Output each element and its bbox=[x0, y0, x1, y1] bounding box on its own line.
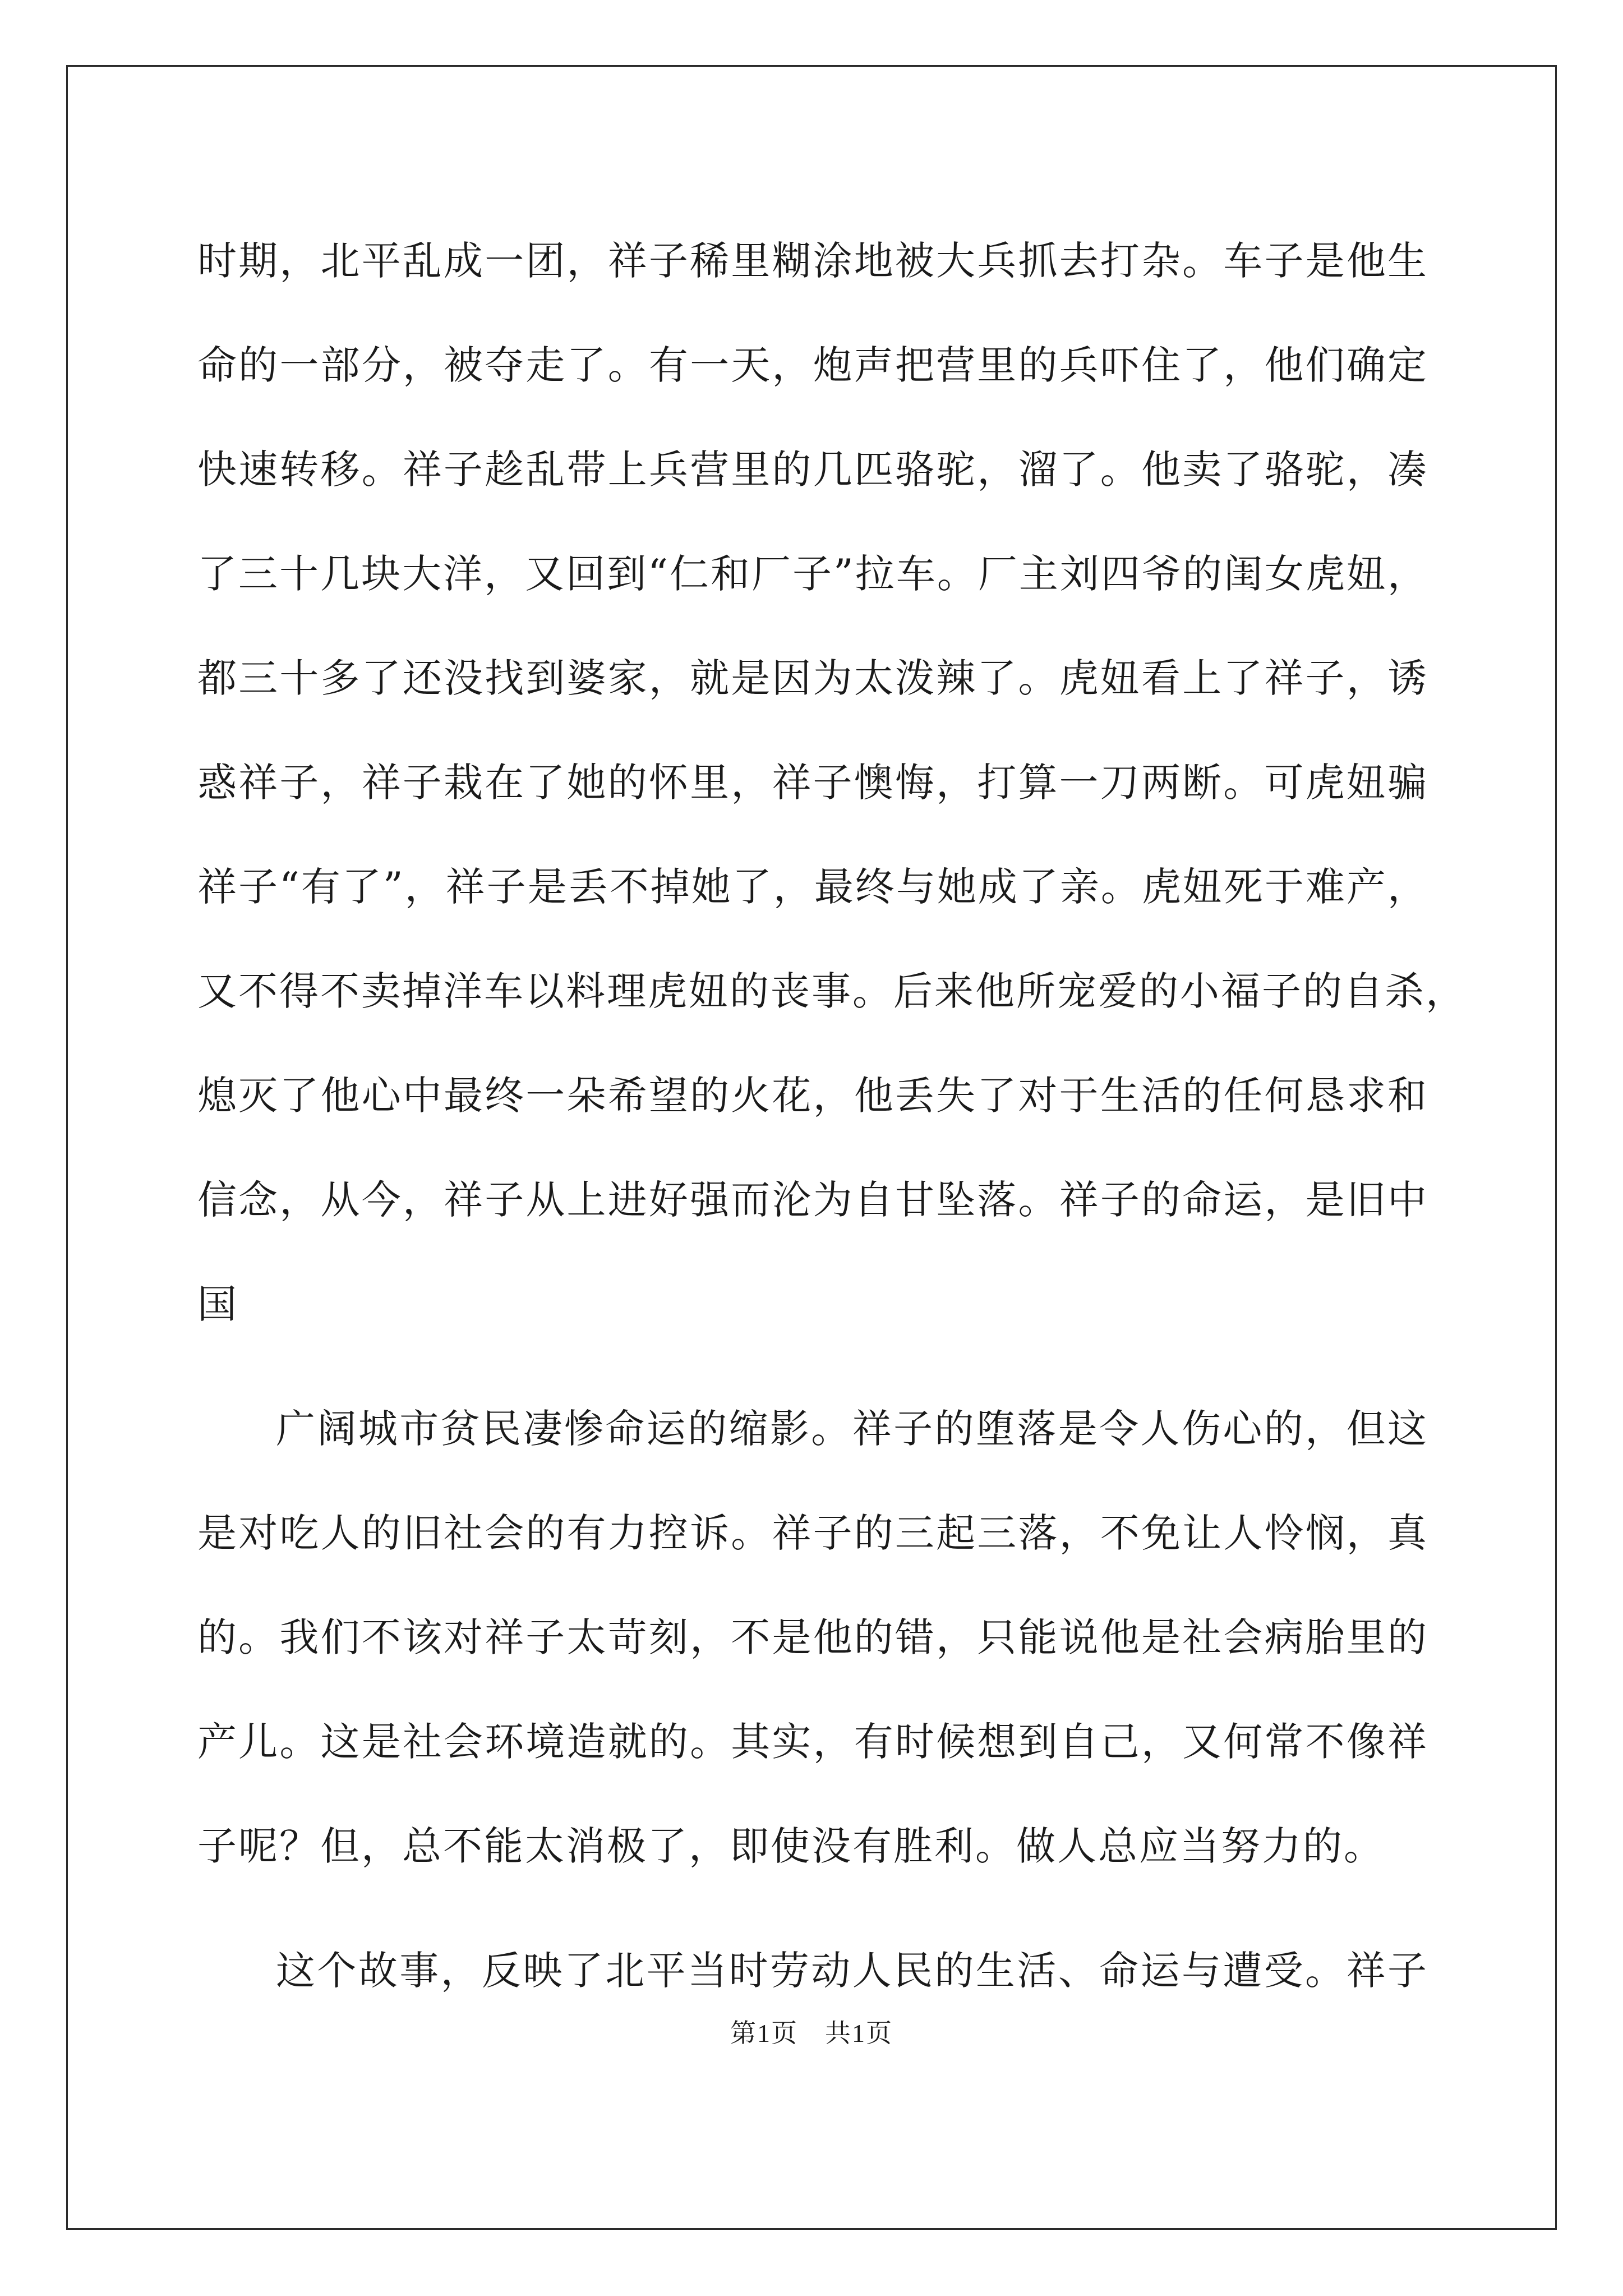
paragraph bbox=[197, 1377, 1428, 1898]
text-line: 都三十多了还没找到婆家，就是因为太泼辣了。虎妞看上了祥子，诱 bbox=[197, 655, 1428, 701]
text-line: 这个故事，反映了北平当时劳动人民的生活、命运与遭受。祥子 bbox=[276, 1948, 1428, 1994]
text-line: 祥子“有了”，祥子是丢不掉她了，最终与她成了亲。虎妞死于难产， bbox=[197, 864, 1428, 910]
text-line: 子呢？但，总不能太消极了，即使没有胜利。做人总应当努力的。 bbox=[197, 1823, 1385, 1869]
page-number-label: 第1页 共1页 bbox=[730, 2019, 893, 2047]
text-line: 广阔城市贫民凄惨命运的缩影。祥子的堕落是令人伤心的，但这 bbox=[276, 1406, 1428, 1452]
text-line: 快速转移。祥子趁乱带上兵营里的几匹骆驼，溜了。他卖了骆驼，凑 bbox=[197, 447, 1428, 493]
document-body bbox=[197, 209, 1467, 2023]
text-line: 了三十几块大洋，又回到“仁和厂子”拉车。厂主刘四爷的闺女虎妞， bbox=[197, 551, 1428, 597]
paragraph-gap bbox=[197, 1898, 1428, 1918]
text-line: 命的一部分，被夺走了。有一天，炮声把营里的兵吓住了，他们确定 bbox=[197, 342, 1428, 388]
text-line: 又不得不卖掉洋车以料理虎妞的丧事。后来他所宠爱的小福子的自杀， bbox=[197, 968, 1467, 1014]
text-line: 国 bbox=[197, 1281, 238, 1327]
page-footer bbox=[0, 2013, 1623, 2050]
paragraph bbox=[197, 1918, 1428, 2023]
text-line: 信念，从今，祥子从上进好强而沦为自甘坠落。祥子的命运，是旧中 bbox=[197, 1177, 1428, 1223]
paragraph-gap bbox=[197, 1356, 1428, 1377]
text-line: 产儿。这是社会环境造就的。其实，有时候想到自己，又何常不像祥 bbox=[197, 1719, 1428, 1765]
text-line: 是对吃人的旧社会的有力控诉。祥子的三起三落，不免让人怜悯，真 bbox=[197, 1510, 1428, 1556]
paragraph bbox=[197, 209, 1467, 1356]
text-line: 熄灭了他心中最终一朵希望的火花，他丢失了对于生活的任何恳求和 bbox=[197, 1073, 1428, 1119]
text-line: 时期，北平乱成一团，祥子稀里糊涂地被大兵抓去打杂。车子是他生 bbox=[197, 238, 1428, 284]
text-line: 惑祥子，祥子栽在了她的怀里，祥子懊悔，打算一刀两断。可虎妞骗 bbox=[197, 760, 1428, 806]
text-line: 的。我们不该对祥子太苛刻，不是他的错，只能说他是社会病胎里的 bbox=[197, 1614, 1428, 1660]
